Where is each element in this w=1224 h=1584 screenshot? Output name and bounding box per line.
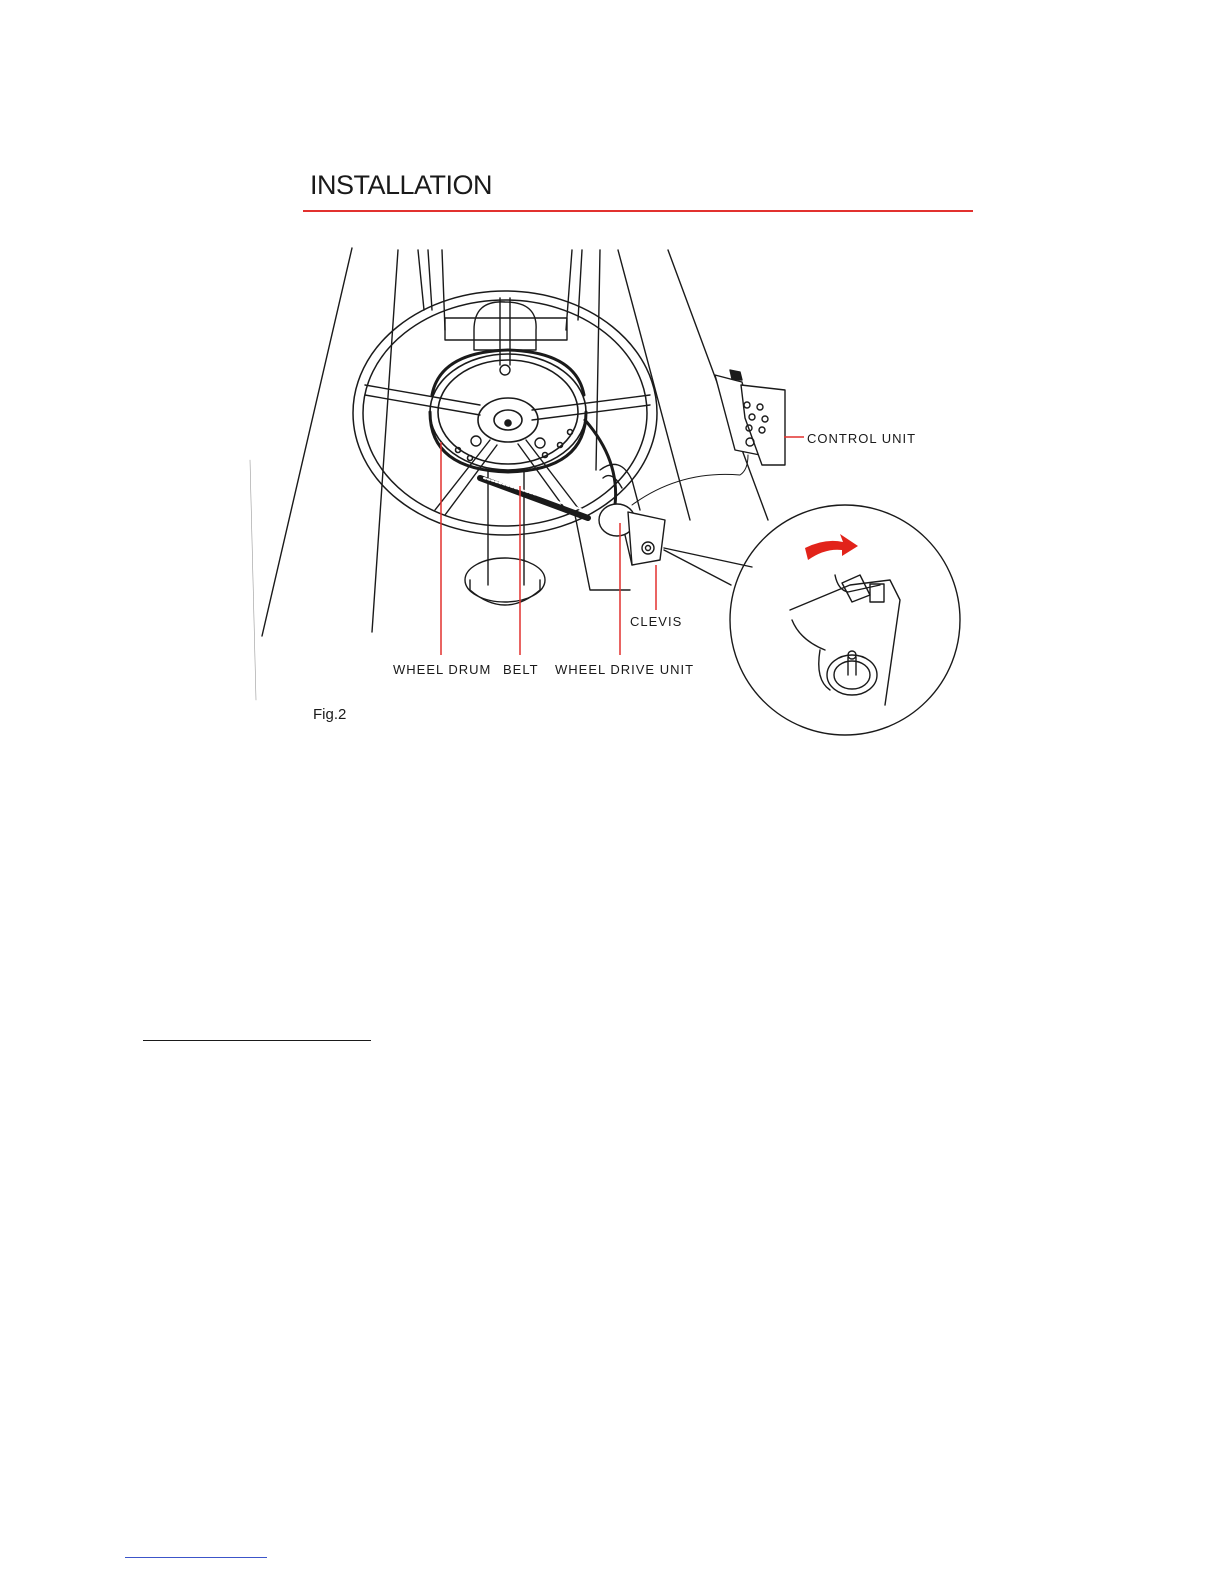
cockpit-lines (250, 248, 768, 700)
footnote-rule (143, 1040, 371, 1041)
steering-wheel-rim (353, 291, 657, 535)
bottom-link-rule (125, 1557, 267, 1558)
cable (632, 455, 748, 505)
binnacle (474, 302, 536, 350)
pedestal-frame (445, 318, 567, 340)
detail-callout (664, 505, 960, 735)
control-unit (715, 370, 785, 465)
wheel-drive-unit (575, 464, 665, 590)
figure-caption: Fig.2 (313, 706, 347, 723)
title-rule (303, 210, 973, 212)
label-wheel-drive-unit: WHEEL DRIVE UNIT (555, 662, 695, 677)
pedestal-column (465, 470, 545, 605)
rotation-arrow-icon (805, 534, 858, 560)
belt (480, 420, 616, 518)
label-belt: BELT (503, 662, 539, 677)
page-title: INSTALLATION (310, 170, 493, 200)
label-control-unit: CONTROL UNIT (807, 431, 917, 446)
label-wheel-drum: WHEEL DRUM (393, 662, 492, 677)
label-clevis: CLEVIS (630, 614, 683, 629)
wheel-spokes (365, 298, 650, 515)
wheel-drum (430, 350, 586, 472)
leader-lines (441, 437, 804, 655)
